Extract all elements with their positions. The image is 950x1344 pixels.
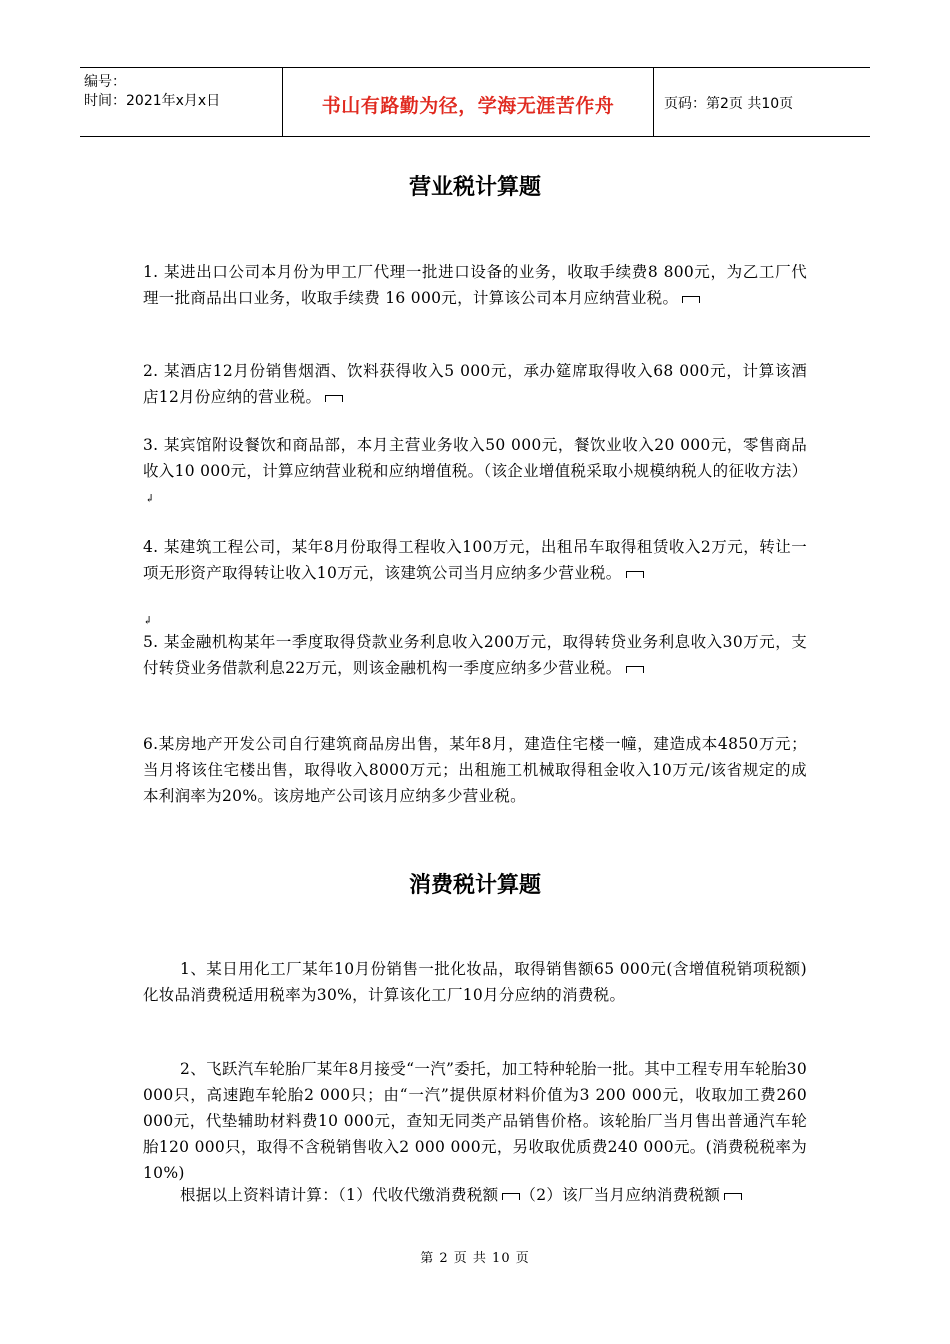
paragraph-mark-icon bbox=[626, 571, 644, 578]
header-motto-cell bbox=[282, 68, 654, 136]
section-title-consumption-tax: 消费税计算题 bbox=[408, 872, 541, 898]
header-motto: 书山有路勤为径，学海无涯苦作舟 bbox=[321, 95, 615, 117]
paragraph-mark-icon bbox=[724, 1193, 742, 1200]
page-header bbox=[80, 67, 870, 137]
line-break-icon: ↲ bbox=[143, 614, 153, 627]
problem-business-1: 1. 某进出口公司本月份为甲工厂代理一批进口设备的业务，收取手续费8 800元，为乙工厂代理一批商品出口业务，收取手续费 16 000元，计算该公司本月应纳营业税。 bbox=[143, 263, 807, 307]
document-time-label: 时间：2021年x月x日 bbox=[84, 93, 221, 109]
paragraph-mark-icon bbox=[502, 1193, 520, 1200]
section-title-business-tax: 营业税计算题 bbox=[408, 174, 541, 200]
problem-consumption-2-question: 根据以上资料请计算：（1）代收代缴消费税额 （2）该厂当月应纳消费税额 bbox=[143, 1182, 807, 1208]
problem-consumption-1: 1、某日用化工厂某年10月份销售一批化妆品，取得销售额65 000元(含增值税销项税额)化妆品消费税适用税率为30%，计算该化工厂10月分应纳的消费税。 bbox=[143, 960, 807, 1004]
paragraph-mark-icon bbox=[325, 395, 343, 402]
header-left-cell bbox=[80, 68, 280, 136]
problem-consumption-2: 2、飞跃汽车轮胎厂某年8月接受“一汽”委托，加工特种轮胎一批。其中工程专用车轮胎30 000只，高速跑车轮胎2 000只；由“一汽”提供原材料价值为3 200 000元，收取加工费260 000元，代垫辅助材料费10 000元，查知无同类产品销售价格。该轮胎厂当月售出普通汽车轮胎120 000只，取得不含税销售收入2 000 000元，另收取优质费240 000元。(消费税税率为10%) bbox=[143, 1060, 807, 1182]
problem-business-2: 2. 某酒店12月份销售烟酒、饮料获得收入5 000元，承办筵席取得收入68 000元，计算该酒店12月份应纳的营业税。 bbox=[143, 362, 807, 406]
line-break-icon: ↲ bbox=[145, 492, 155, 505]
paragraph-mark-icon bbox=[626, 666, 644, 673]
paragraph-mark-icon bbox=[682, 296, 700, 303]
problem-business-6: 6.某房地产开发公司自行建筑商品房出售，某年8月，建造住宅楼一幢，建造成本4850万元；当月将该住宅楼出售，取得收入8000万元；出租施工机械取得租金收入10万元/该省规定的成本利润率为20%。该房地产公司该月应纳多少营业税。 bbox=[143, 735, 807, 805]
problem-business-4: 4. 某建筑工程公司，某年8月份取得工程收入100万元，出租吊车取得租赁收入2万元，转让一项无形资产取得转让收入10万元，该建筑公司当月应纳多少营业税。 bbox=[143, 538, 807, 582]
header-page-label: 页码：第2页 共10页 bbox=[664, 96, 794, 112]
document-number-label: 编号： bbox=[84, 74, 126, 90]
page-footer: 第 2 页 共 10 页 bbox=[420, 1251, 530, 1266]
problem-business-5: 5. 某金融机构某年一季度取得贷款业务利息收入200万元，取得转贷业务利息收入30万元，支付转贷业务借款利息22万元，则该金融机构一季度应纳多少营业税。 bbox=[143, 633, 807, 677]
problem-business-3: 3. 某宾馆附设餐饮和商品部，本月主营业务收入50 000元，餐饮业收入20 000元，零售商品收入10 000元，计算应纳营业税和应纳增值税。（该企业增值税采取小规模纳税人的征收方法）↲ bbox=[143, 436, 808, 505]
